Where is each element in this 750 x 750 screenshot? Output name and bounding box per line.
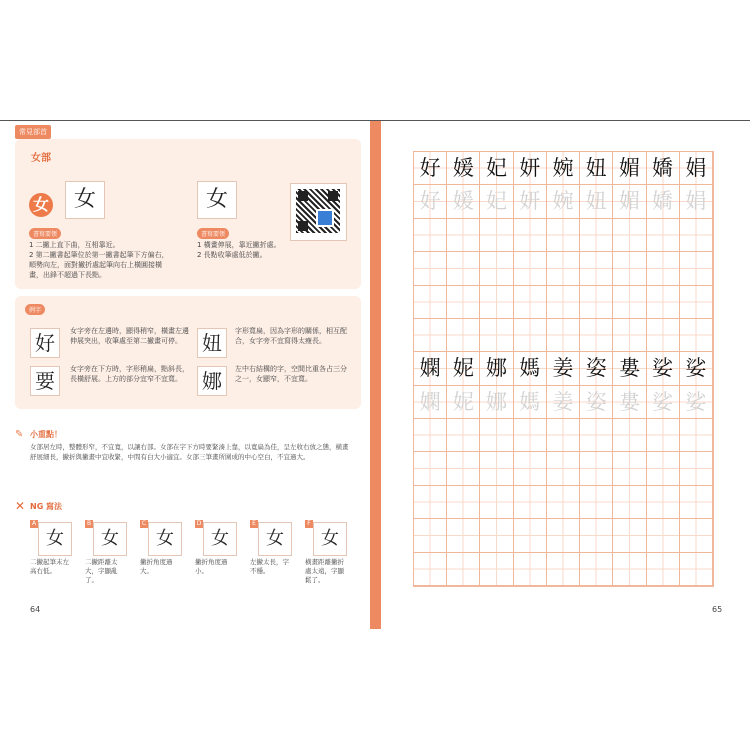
practice-cell <box>580 519 613 552</box>
practice-cell <box>680 219 713 252</box>
notes-label-1: 書寫要領 <box>29 228 61 239</box>
practice-cell <box>580 419 613 452</box>
trace-char: 媛 <box>447 185 480 218</box>
practice-cell <box>680 519 713 552</box>
practice-cell <box>680 286 713 319</box>
example-char: 娜 <box>197 366 227 396</box>
practice-cell <box>547 486 580 519</box>
qr-pattern <box>296 189 340 233</box>
practice-cell <box>447 219 480 252</box>
example-text: 字形寬扁，因為字形的關係，相互配合，女字旁不宜寫得太瘦長。 <box>235 327 347 345</box>
radical-box <box>15 139 361 289</box>
practice-cell <box>414 252 447 285</box>
note-line: 1 橫畫伸展，靠近撇折處。 <box>197 241 281 249</box>
ng-title: NG 寫法 <box>30 502 63 511</box>
practice-cell <box>613 419 646 452</box>
model-char: 婉 <box>547 152 580 185</box>
examples-box <box>15 296 361 409</box>
examples-label: 例字 <box>25 304 45 315</box>
practice-cell <box>613 452 646 485</box>
model-char: 婁 <box>613 352 646 385</box>
practice-cell <box>447 286 480 319</box>
practice-cell <box>414 486 447 519</box>
practice-cell <box>480 486 513 519</box>
tip-title: 小重點！ <box>30 430 62 439</box>
ng-letter: B <box>86 520 92 527</box>
example-text: 女字旁在左邊時，顯得稍窄，橫畫左邊伸展突出，收筆處至第二撇畫可停。 <box>70 327 189 345</box>
practice-cell <box>613 519 646 552</box>
practice-cell <box>514 486 547 519</box>
trace-char: 嫻 <box>414 386 447 419</box>
ng-letter: E <box>250 520 258 528</box>
trace-char: 娑 <box>680 386 713 419</box>
practice-cell <box>647 219 680 252</box>
practice-cell <box>580 252 613 285</box>
trace-char: 妍 <box>514 185 547 218</box>
example-char: 好 <box>30 328 60 358</box>
practice-cell <box>613 252 646 285</box>
trace-char: 嬌 <box>647 185 680 218</box>
ng-text: 左撇太長，字不穩。 <box>250 558 289 575</box>
model-char: 嬌 <box>647 152 680 185</box>
practice-cell <box>580 452 613 485</box>
practice-cell <box>414 419 447 452</box>
model-char: 妍 <box>514 152 547 185</box>
practice-cell <box>480 452 513 485</box>
trace-char: 姿 <box>580 386 613 419</box>
ng-letter: F <box>305 520 313 528</box>
trace-char: 娟 <box>680 185 713 218</box>
pencil-icon: ✎ <box>15 429 24 440</box>
practice-cell <box>414 219 447 252</box>
page-number-left: 64 <box>30 605 41 614</box>
practice-cell <box>680 419 713 452</box>
practice-cell <box>613 319 646 352</box>
practice-cell <box>480 319 513 352</box>
notes-label-2: 書寫要領 <box>197 228 229 239</box>
notes-2 <box>197 240 347 260</box>
practice-cell <box>480 519 513 552</box>
practice-cell <box>580 486 613 519</box>
practice-cell <box>680 252 713 285</box>
ng-text: 撇折角度過大。 <box>140 558 173 575</box>
ng-char: 女 <box>93 522 127 556</box>
model-char: 姿 <box>580 352 613 385</box>
practice-cell <box>414 319 447 352</box>
practice-cell <box>580 219 613 252</box>
model-char: 好 <box>414 152 447 185</box>
trace-char: 婁 <box>613 386 646 419</box>
section-tag: 常見部首 <box>15 125 51 139</box>
radical-circle: 女 <box>29 193 53 217</box>
practice-cell <box>647 519 680 552</box>
practice-cell <box>514 319 547 352</box>
practice-cell <box>547 419 580 452</box>
ng-letter: A <box>31 520 37 527</box>
practice-cell <box>547 319 580 352</box>
trace-char: 婉 <box>547 185 580 218</box>
trace-char: 妮 <box>447 386 480 419</box>
practice-cell <box>613 219 646 252</box>
ng-char: 女 <box>203 522 237 556</box>
practice-cell <box>447 319 480 352</box>
practice-cell <box>514 553 547 586</box>
practice-cell <box>414 452 447 485</box>
trace-char: 娑 <box>647 386 680 419</box>
ng-char: 女 <box>313 522 347 556</box>
cross-icon: ✕ <box>15 499 26 513</box>
practice-cell <box>447 553 480 586</box>
model-char: 媚 <box>613 152 646 185</box>
note-line: 順勢向左，面對撇折處起筆向右上橫圓接橫 <box>29 261 162 269</box>
radical-form-2: 女 <box>197 181 237 219</box>
ng-char: 女 <box>258 522 292 556</box>
practice-cell <box>447 486 480 519</box>
qr-logo-icon <box>316 209 334 227</box>
left-page <box>0 121 370 629</box>
practice-cell <box>613 286 646 319</box>
practice-cell <box>414 553 447 586</box>
model-char: 妞 <box>580 152 613 185</box>
practice-cell <box>547 519 580 552</box>
model-char: 媽 <box>514 352 547 385</box>
practice-cell <box>447 519 480 552</box>
practice-cell <box>580 286 613 319</box>
practice-cell <box>480 252 513 285</box>
model-char: 娜 <box>480 352 513 385</box>
practice-cell <box>647 319 680 352</box>
ng-text: 橫畫距離撇折處太遠，字顯鬆了。 <box>305 558 344 584</box>
model-char: 娟 <box>680 152 713 185</box>
practice-cell <box>480 419 513 452</box>
practice-cell <box>613 486 646 519</box>
practice-cell <box>647 252 680 285</box>
notes-1 <box>29 240 194 280</box>
practice-cell <box>480 219 513 252</box>
model-char: 妃 <box>480 152 513 185</box>
practice-cell <box>647 486 680 519</box>
practice-cell <box>480 553 513 586</box>
practice-cell <box>447 252 480 285</box>
trace-char: 姜 <box>547 386 580 419</box>
practice-cell <box>514 219 547 252</box>
practice-cell <box>514 519 547 552</box>
note-line: 2 長點收筆處低於撇。 <box>197 251 267 259</box>
tip-text: 女部居左時，整體形窄，不宜寬，以讓右部。女部在字下方時要緊湊上靠，以寬扁為佳，呈左收右放之態，橫畫舒展細長，撇折與撇畫中宜收緊，中間有白大小適宜。女部三筆畫所圍成的中心空白，不宜過大。 <box>30 443 349 461</box>
example-text: 女字旁在下方時，字形稍扁，點斜長，長橫舒展。上方的部分宜窄不宜寬。 <box>70 365 189 383</box>
practice-cell <box>447 452 480 485</box>
model-char: 媛 <box>447 152 480 185</box>
practice-cell <box>547 252 580 285</box>
ng-text: 二撇距離太大，字顯亂了。 <box>85 558 118 584</box>
practice-cell <box>580 553 613 586</box>
trace-char: 妃 <box>480 185 513 218</box>
radical-title: 女部 <box>31 153 51 164</box>
note-line: 畫，出鋒不超過下長點。 <box>29 271 106 279</box>
trace-char: 娜 <box>480 386 513 419</box>
practice-cell <box>480 286 513 319</box>
radical-form-1: 女 <box>65 181 105 219</box>
ng-letter: D <box>196 520 202 527</box>
ng-text: 撇折角度過小。 <box>195 558 228 575</box>
model-char: 姜 <box>547 352 580 385</box>
practice-cell <box>414 519 447 552</box>
practice-cell <box>647 286 680 319</box>
trace-char: 妞 <box>580 185 613 218</box>
note-line: 2 第二撇書起筆位於第一撇書起筆下方偏右， <box>29 251 169 259</box>
qr-code[interactable] <box>290 183 347 241</box>
page-number-right: 65 <box>712 605 723 614</box>
practice-cell <box>547 452 580 485</box>
book-spine <box>370 121 381 629</box>
practice-cell <box>613 553 646 586</box>
trace-char: 媽 <box>514 386 547 419</box>
example-char: 妞 <box>197 328 227 358</box>
note-line: 1 二撇上直下曲，互相靠近。 <box>29 241 120 249</box>
practice-cell <box>680 452 713 485</box>
model-char: 娑 <box>680 352 713 385</box>
practice-cell <box>547 286 580 319</box>
ng-letter: C <box>141 520 147 527</box>
practice-cell <box>547 553 580 586</box>
practice-cell <box>514 286 547 319</box>
example-text: 左中右結構的字，空間比重各占三分之一，女顯窄，不宜寬。 <box>235 365 347 383</box>
practice-cell <box>447 419 480 452</box>
ng-text: 二撇起筆末左高右低。 <box>30 558 69 575</box>
trace-char: 好 <box>414 185 447 218</box>
practice-cell <box>414 286 447 319</box>
model-char: 嫻 <box>414 352 447 385</box>
practice-cell <box>647 452 680 485</box>
practice-cell <box>580 319 613 352</box>
practice-cell <box>680 486 713 519</box>
practice-cell <box>680 553 713 586</box>
ng-char: 女 <box>148 522 182 556</box>
practice-cell <box>647 553 680 586</box>
practice-cell <box>514 419 547 452</box>
model-char: 妮 <box>447 352 480 385</box>
practice-grid <box>413 151 714 587</box>
practice-cell <box>647 419 680 452</box>
trace-char: 媚 <box>613 185 646 218</box>
practice-cell <box>547 219 580 252</box>
example-char: 要 <box>30 366 60 396</box>
practice-cell <box>514 252 547 285</box>
model-char: 娑 <box>647 352 680 385</box>
ng-char: 女 <box>38 522 72 556</box>
practice-cell <box>680 319 713 352</box>
practice-cell <box>514 452 547 485</box>
